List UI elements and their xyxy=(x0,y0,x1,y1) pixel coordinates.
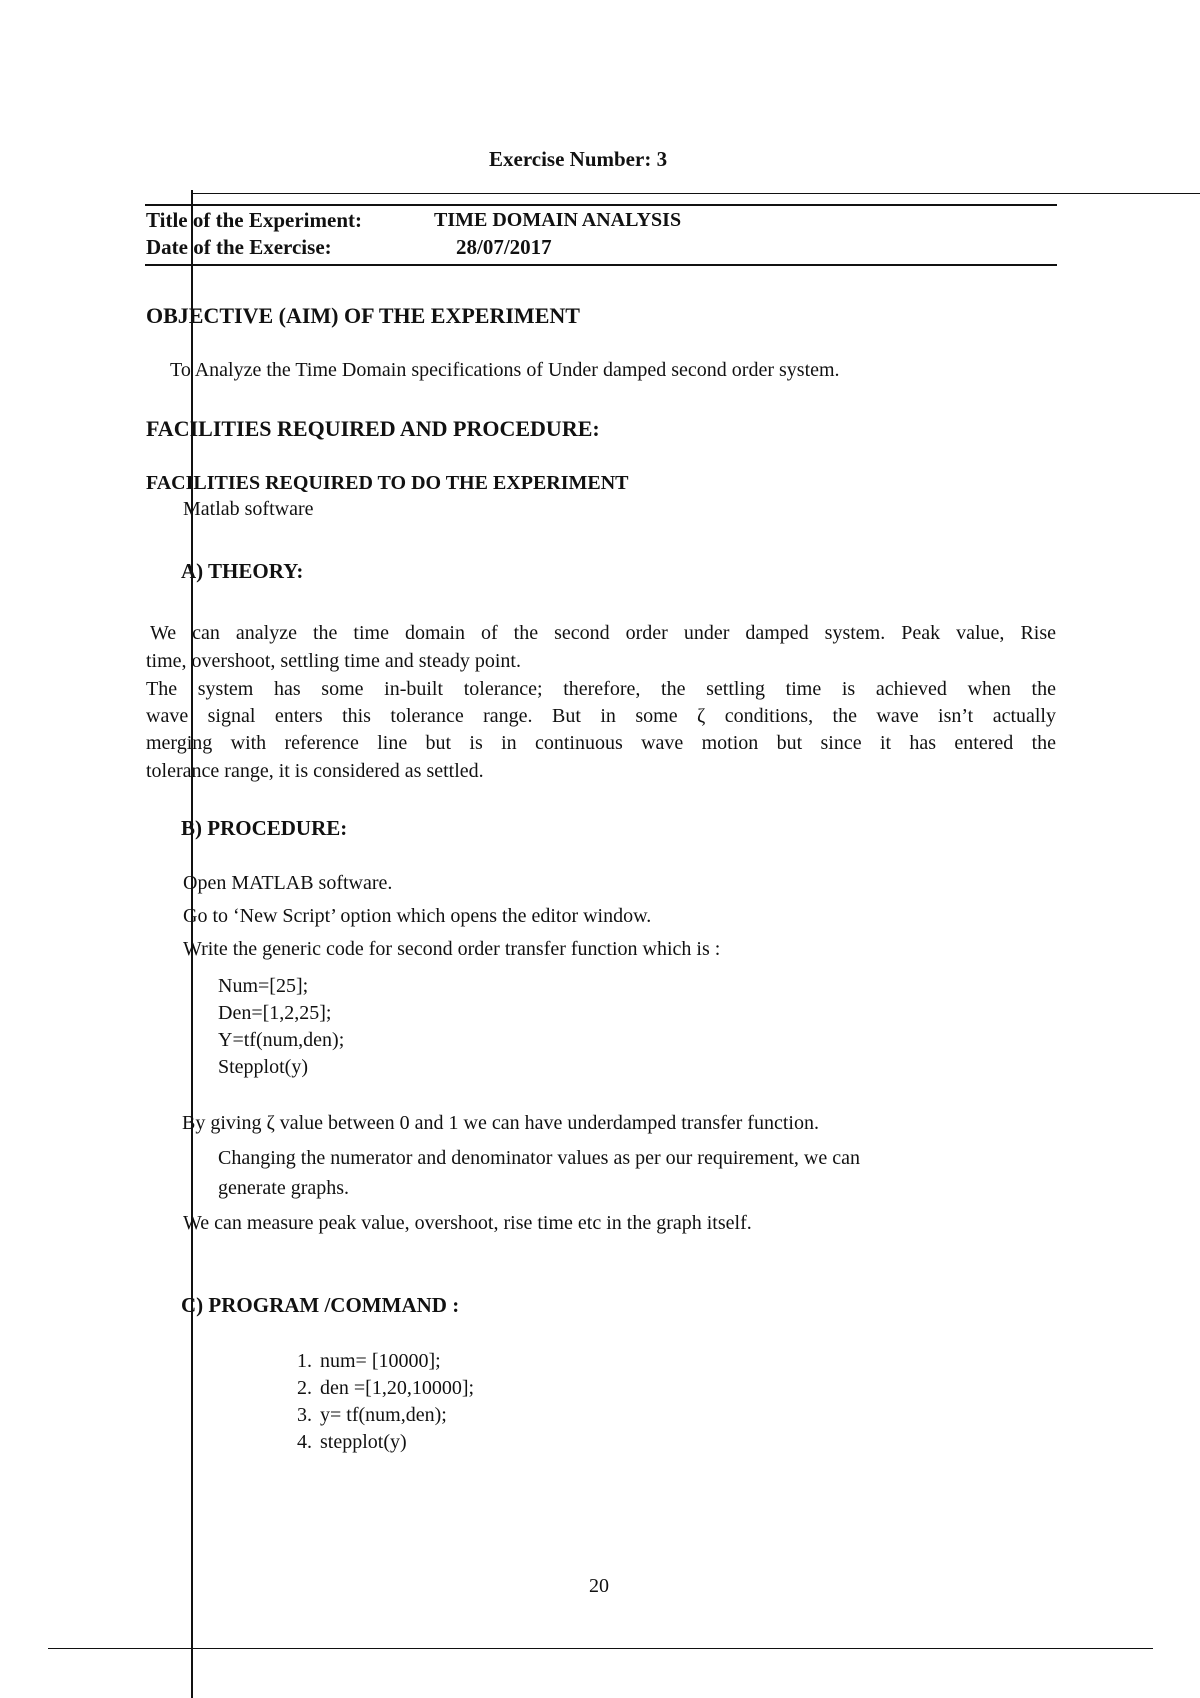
facilities-heading: FACILITIES REQUIRED AND PROCEDURE: xyxy=(146,416,600,441)
title-label: Title of the Experiment: xyxy=(146,208,362,232)
info-table-bottom-border xyxy=(145,264,1057,266)
date-value: 28/07/2017 xyxy=(456,235,552,259)
procedure-after-step-3: generate graphs. xyxy=(218,1177,350,1199)
title-value: TIME DOMAIN ANALYSIS xyxy=(434,209,682,231)
procedure-step-2: Go to ‘New Script’ option which opens the editor window. xyxy=(183,905,652,927)
program-item-number: 1. xyxy=(297,1350,312,1372)
procedure-step-1: Open MATLAB software. xyxy=(183,872,393,894)
program-item-number: 2. xyxy=(297,1377,312,1399)
exercise-number-heading: Exercise Number: 3 xyxy=(489,147,668,171)
program-item xyxy=(280,1349,441,1373)
top-rule-line xyxy=(191,193,1200,194)
program-item-text: num= [10000]; xyxy=(320,1350,441,1372)
code-line-1: Num=[25]; xyxy=(218,975,309,997)
info-table-top-border xyxy=(145,204,1057,206)
program-item-text: stepplot(y) xyxy=(320,1431,407,1453)
program-item-text: den =[1,20,10000]; xyxy=(320,1377,475,1399)
objective-heading: OBJECTIVE (AIM) OF THE EXPERIMENT xyxy=(146,303,580,328)
procedure-heading: B) PROCEDURE: xyxy=(181,816,348,840)
procedure-after-step-2: Changing the numerator and denominator values as per our requirement, we can xyxy=(218,1147,861,1169)
code-line-4: Stepplot(y) xyxy=(218,1056,308,1078)
date-label: Date of the Exercise: xyxy=(146,235,332,259)
program-item-number: 3. xyxy=(297,1404,312,1426)
program-item xyxy=(280,1403,447,1427)
program-item-number: 4. xyxy=(297,1431,312,1453)
procedure-step-3: Write the generic code for second order transfer function which is : xyxy=(183,938,721,960)
theory-line-5: merging with reference line but is in continuous wave motion but since it has entered the xyxy=(146,732,1056,754)
facilities-subheading: FACILITIES REQUIRED TO DO THE EXPERIMENT xyxy=(146,472,629,494)
theory-heading: A) THEORY: xyxy=(181,559,304,583)
program-item-text: y= tf(num,den); xyxy=(320,1404,447,1426)
theory-line-1: We can analyze the time domain of the second order under damped system. Peak value, Rise xyxy=(150,622,1056,644)
theory-line-2: time, overshoot, settling time and steady point. xyxy=(146,650,521,672)
code-line-2: Den=[1,2,25]; xyxy=(218,1002,332,1024)
procedure-after-step-1: By giving ζ value between 0 and 1 we can have underdamped transfer function. xyxy=(182,1112,819,1134)
bottom-rule-line xyxy=(48,1648,1153,1649)
objective-text: To Analyze the Time Domain specifications of Under damped second order system. xyxy=(170,359,840,381)
program-item xyxy=(280,1376,474,1400)
facilities-item: Matlab software xyxy=(183,498,314,520)
code-line-3: Y=tf(num,den); xyxy=(218,1029,345,1051)
theory-line-6: tolerance range, it is considered as settled. xyxy=(146,760,484,782)
page-number: 20 xyxy=(589,1575,609,1597)
theory-line-4: wave signal enters this tolerance range. But in some ζ conditions, the wave isn’t actually xyxy=(146,705,1056,727)
theory-line-3: The system has some in-built tolerance; therefore, the settling time is achieved when the xyxy=(146,678,1056,700)
procedure-after-step-4: We can measure peak value, overshoot, rise time etc in the graph itself. xyxy=(183,1212,752,1234)
program-item xyxy=(280,1430,407,1454)
program-heading: C) PROGRAM /COMMAND : xyxy=(181,1293,460,1317)
